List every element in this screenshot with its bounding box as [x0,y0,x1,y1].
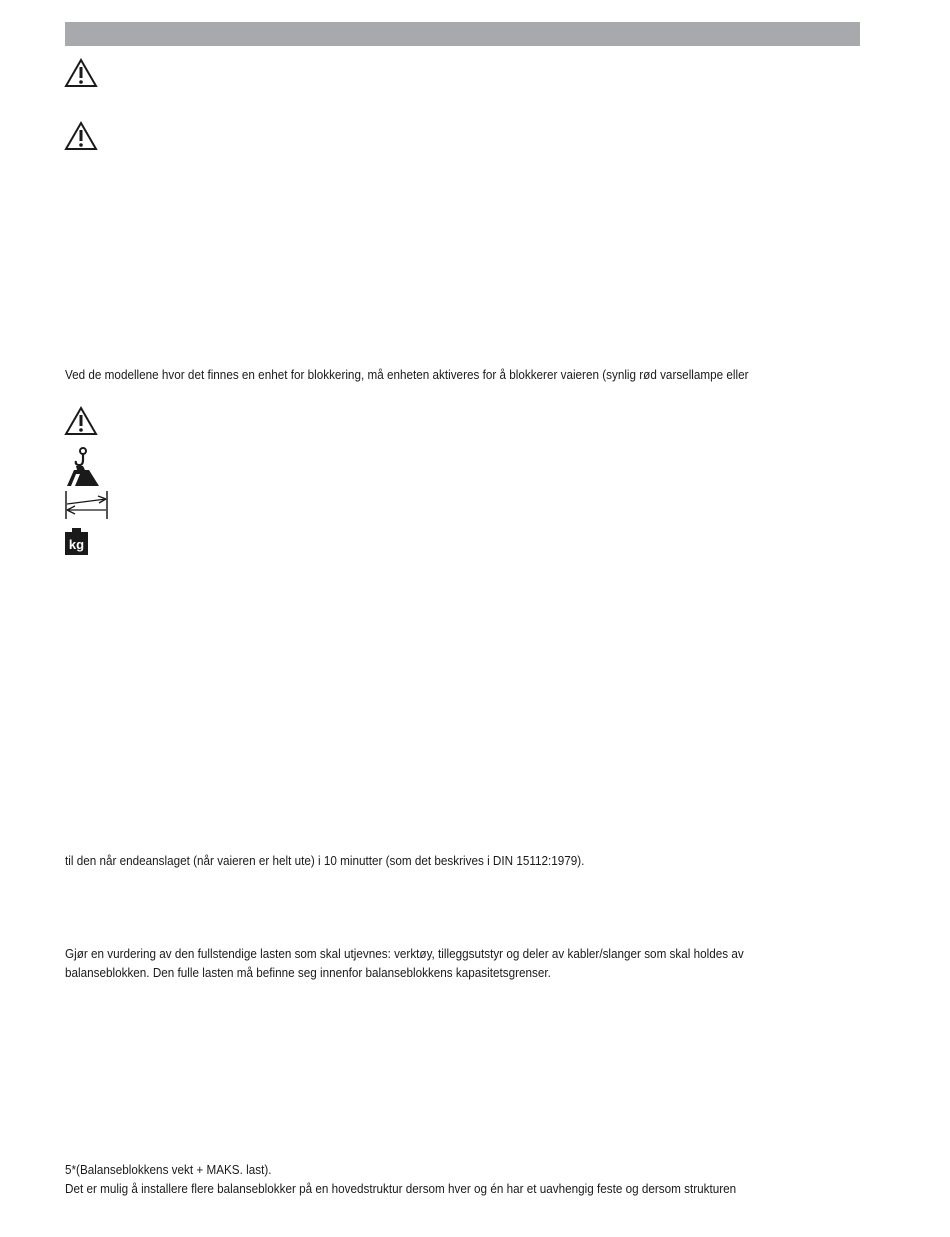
paragraph-blocking-device: Ved de modellene hvor det finnes en enhet for blokkering, må enheten aktiveres for å blokkerer vaieren (synlig rød varsellampe eller [65,367,749,382]
paragraph-multiple-balancers: Det er mulig å installere flere balanseblokker på en hovedstruktur dersom hver og én har et uavhengig feste og dersom strukturen [65,1181,737,1196]
warning-icon [64,406,98,436]
paragraph-load-assessment-line1: Gjør en vurdering av den fullstendige lasten som skal utjevnes: verktøy, tilleggsutstyr og deler av kabler/slanger som skal holdes av [65,946,744,961]
paragraph-endstop: til den når endeanslaget (når vaieren er helt ute) i 10 minutter (som det beskrives i DIN 15112:1979). [65,853,585,868]
kg-weight-icon [65,528,88,555]
warning-icon [64,58,98,88]
section-header-bar [65,22,860,46]
warning-icon [64,121,98,151]
paragraph-weight-formula: 5*(Balanseblokkens vekt + MAKS. last). [65,1162,272,1177]
hook-load-icon [65,446,101,488]
kg-label: kg [68,537,85,552]
paragraph-load-assessment-line2: balanseblokken. Den fulle lasten må befinne seg innenfor balanseblokkens kapasitetsgrenser. [65,965,551,980]
dimension-arrow-icon [64,489,110,521]
